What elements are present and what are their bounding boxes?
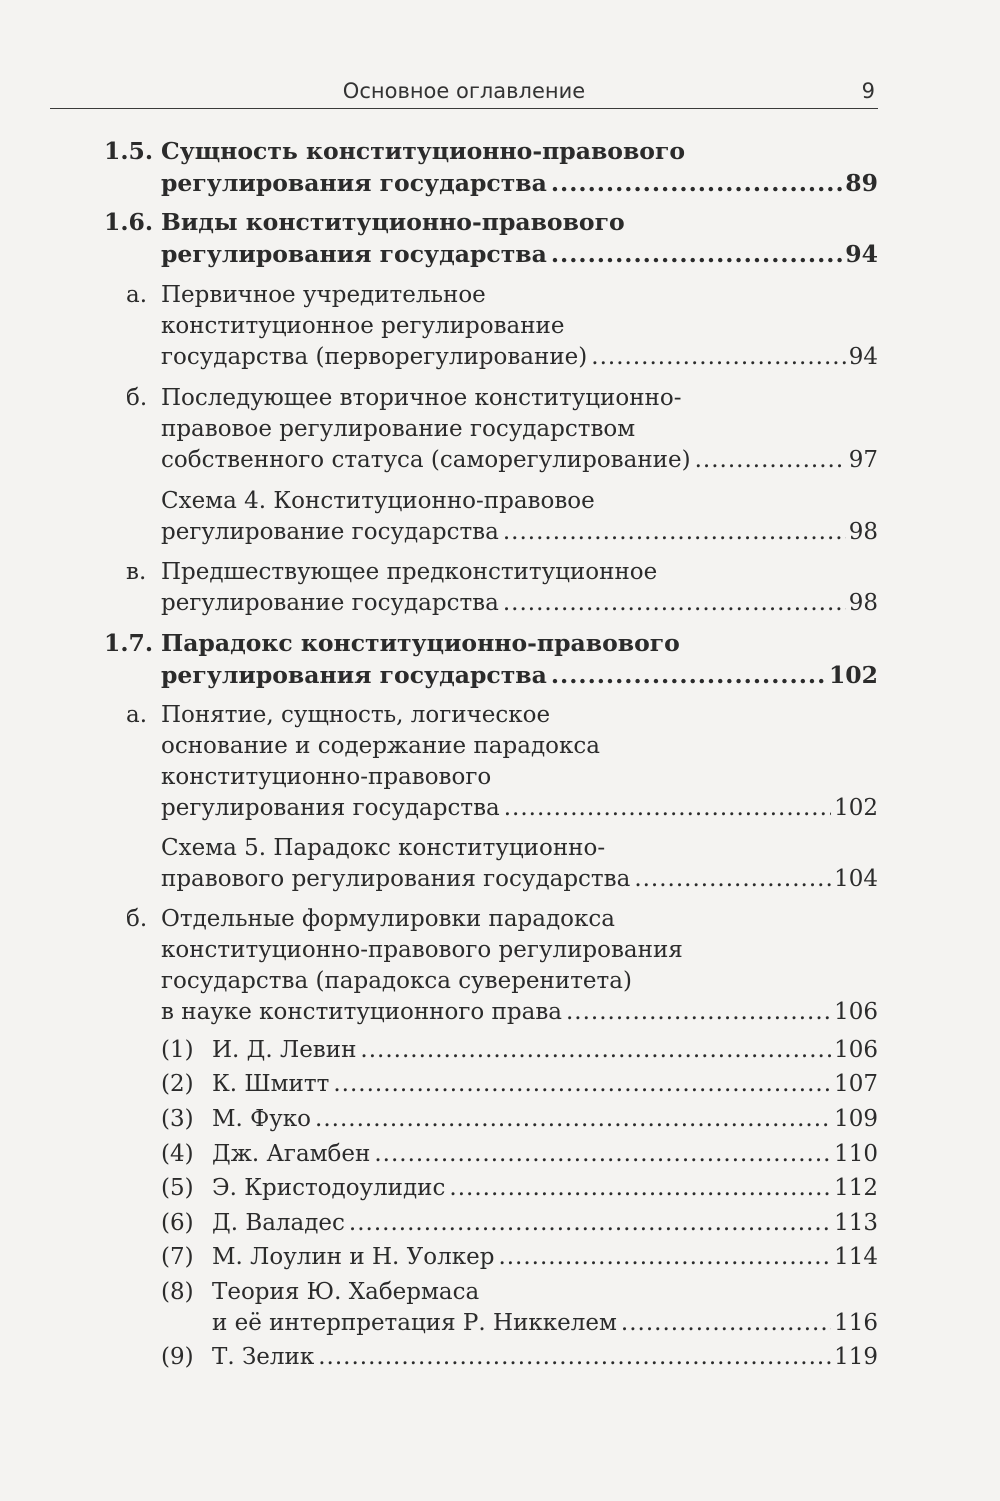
entry-title-line: Схема 4. Конституционно-правовое bbox=[161, 488, 595, 514]
entry-number: а. bbox=[126, 702, 148, 728]
entry-title-line: Теория Ю. Хабермаса bbox=[212, 1279, 480, 1305]
entry-title-line: основание и содержание парадокса bbox=[161, 733, 600, 759]
entry-title-line: М. Фуко bbox=[212, 1106, 312, 1132]
entry-number: (5) bbox=[161, 1175, 194, 1201]
entry-page-number: 109 bbox=[834, 1106, 878, 1132]
dot-leader bbox=[349, 1208, 831, 1239]
entry-title-line: Первичное учредительное bbox=[161, 282, 486, 308]
dot-leader bbox=[315, 1104, 831, 1135]
entry-title-line: регулирование государства bbox=[161, 590, 499, 616]
entry-page-number: 89 bbox=[845, 169, 878, 197]
entry-title-line: Отдельные формулировки парадокса bbox=[161, 906, 615, 932]
dot-leader bbox=[621, 1308, 831, 1339]
entry-page-number: 97 bbox=[848, 447, 878, 473]
entry-title-line: регулирования государства bbox=[161, 240, 547, 268]
dot-leader bbox=[498, 1242, 831, 1273]
entry-page-number: 98 bbox=[848, 519, 878, 545]
entry-page-number: 94 bbox=[845, 240, 878, 268]
entry-title-line: Сущность конституционно-правового bbox=[161, 137, 686, 165]
entry-page-number: 94 bbox=[848, 344, 878, 370]
dot-leader bbox=[503, 588, 846, 619]
running-header-title: Основное оглавление bbox=[342, 79, 586, 103]
entry-page-number: 110 bbox=[834, 1141, 878, 1167]
entry-title-line: Виды конституционно-правового bbox=[161, 208, 625, 236]
entry-page-number: 119 bbox=[834, 1344, 878, 1370]
entry-page-number: 106 bbox=[834, 999, 878, 1025]
entry-title-line: собственного статуса (саморегулирование) bbox=[161, 447, 691, 473]
entry-number: б. bbox=[126, 385, 148, 411]
entry-number: (8) bbox=[161, 1279, 194, 1305]
dot-leader bbox=[374, 1139, 831, 1170]
entry-title-line: К. Шмитт bbox=[212, 1071, 330, 1097]
entry-number: 1.5. bbox=[104, 137, 154, 165]
entry-title-line: регулирования государства bbox=[161, 169, 547, 197]
entry-page-number: 104 bbox=[834, 866, 878, 892]
entry-title-line: регулирования государства bbox=[161, 661, 547, 689]
dot-leader bbox=[551, 167, 842, 199]
entry-title-line: Последующее вторичное конституционно- bbox=[161, 385, 682, 411]
dot-leader bbox=[634, 864, 831, 895]
entry-page-number: 116 bbox=[834, 1310, 878, 1336]
entry-title-line: Э. Кристодоулидис bbox=[212, 1175, 446, 1201]
page-number: 9 bbox=[861, 79, 875, 103]
entry-title-line: регулирование государства bbox=[161, 519, 499, 545]
running-header bbox=[50, 74, 878, 109]
entry-title-line: и её интерпретация Р. Никкелем bbox=[212, 1310, 617, 1336]
dot-leader bbox=[551, 659, 826, 691]
entry-title-line: регулирования государства bbox=[161, 795, 500, 821]
dot-leader bbox=[503, 517, 846, 548]
entry-number: (7) bbox=[161, 1244, 194, 1270]
dot-leader bbox=[360, 1035, 831, 1066]
entry-page-number: 102 bbox=[834, 795, 878, 821]
dot-leader bbox=[591, 342, 845, 373]
entry-page-number: 107 bbox=[834, 1071, 878, 1097]
entry-number: (4) bbox=[161, 1141, 194, 1167]
dot-leader bbox=[504, 793, 831, 824]
entry-title-line: государства (парадокса суверенитета) bbox=[161, 968, 632, 994]
entry-title-line: Дж. Агамбен bbox=[212, 1141, 371, 1167]
entry-number: (2) bbox=[161, 1071, 194, 1097]
dot-leader bbox=[333, 1069, 831, 1100]
entry-title-line: Т. Зелик bbox=[212, 1344, 315, 1370]
entry-title-line: в науке конституционного права bbox=[161, 999, 562, 1025]
entry-title-line: государства (перворегулирование) bbox=[161, 344, 588, 370]
entry-title-line: конституционно-правового регулирования bbox=[161, 937, 683, 963]
entry-title-line: Предшествующее предконституционное bbox=[161, 559, 658, 585]
dot-leader bbox=[695, 445, 846, 476]
entry-page-number: 112 bbox=[834, 1175, 878, 1201]
entry-page-number: 114 bbox=[834, 1244, 878, 1270]
dot-leader bbox=[551, 238, 842, 270]
entry-number: 1.6. bbox=[104, 208, 154, 236]
entry-number: (6) bbox=[161, 1210, 194, 1236]
entry-title-line: Парадокс конституционно-правового bbox=[161, 629, 680, 657]
entry-title-line: М. Лоулин и Н. Уолкер bbox=[212, 1244, 495, 1270]
dot-leader bbox=[566, 997, 831, 1028]
entry-title-line: конституционное регулирование bbox=[161, 313, 565, 339]
dot-leader bbox=[318, 1342, 831, 1373]
entry-title-line: правовое регулирование государством bbox=[161, 416, 636, 442]
entry-page-number: 98 bbox=[848, 590, 878, 616]
entry-number: б. bbox=[126, 906, 148, 932]
entry-title-line: правового регулирования государства bbox=[161, 866, 631, 892]
entry-number: а. bbox=[126, 282, 148, 308]
entry-number: (3) bbox=[161, 1106, 194, 1132]
dot-leader bbox=[449, 1173, 831, 1204]
entry-title-line: конституционно-правового bbox=[161, 764, 492, 790]
entry-title-line: И. Д. Левин bbox=[212, 1037, 357, 1063]
entry-number: (9) bbox=[161, 1344, 194, 1370]
entry-title-line: Схема 5. Парадокс конституционно- bbox=[161, 835, 606, 861]
entry-number: в. bbox=[126, 559, 147, 585]
entry-page-number: 106 bbox=[834, 1037, 878, 1063]
entry-page-number: 113 bbox=[834, 1210, 878, 1236]
entry-page-number: 102 bbox=[828, 661, 878, 689]
entry-number: (1) bbox=[161, 1037, 194, 1063]
entry-title-line: Понятие, сущность, логическое bbox=[161, 702, 551, 728]
entry-number: 1.7. bbox=[104, 629, 154, 657]
entry-title-line: Д. Валадес bbox=[212, 1210, 345, 1236]
